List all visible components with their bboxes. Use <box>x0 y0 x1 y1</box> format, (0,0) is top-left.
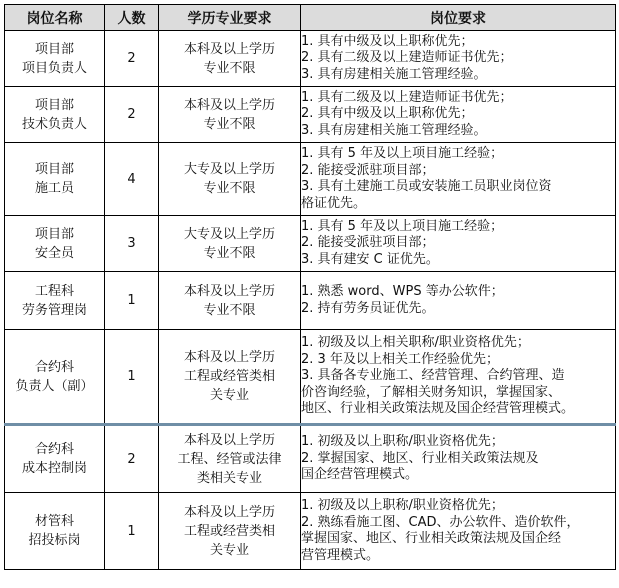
position-cell: 合约科 成本控制岗 <box>5 425 105 493</box>
requirements-cell: 1. 初级及以上相关职称/职业资格优先； 2. 3 年及以上相关工作经验优先； 3. 具备各专业施工、经营管理、合约管理、造 价咨询经验，了解相关财务知识，掌握国家、 地区、行业相关政策法规及国企经营管理模式。 <box>301 330 616 425</box>
count-cell: 2 <box>105 425 159 493</box>
position-cell: 项目部 技术负责人 <box>5 87 105 143</box>
position-cell: 合约科 负责人（副） <box>5 330 105 425</box>
requirements-cell: 1. 具有中级及以上职称优先； 2. 具有二级及以上建造师证书优先； 3. 具有房建相关施工管理经验。 <box>301 31 616 87</box>
table-row <box>5 272 616 330</box>
requirements-cell: 1. 初级及以上职称/职业资格优先； 2. 熟练看施工图、CAD、办公软件、造价软件， 掌握国家、地区、行业相关政策法规及国企经 营管理模式。 <box>301 493 616 570</box>
requirements-cell: 1. 熟悉 word、WPS 等办公软件； 2. 持有劳务员证优先。 <box>301 272 616 330</box>
count-cell: 1 <box>105 330 159 425</box>
table-row <box>5 425 616 493</box>
education-cell: 大专及以上学历 专业不限 <box>159 216 301 272</box>
header-position: 岗位名称 <box>5 5 105 31</box>
requirements-cell: 1. 具有二级及以上建造师证书优先； 2. 具有中级及以上职称优先； 3. 具有房建相关施工管理经验。 <box>301 87 616 143</box>
table-row <box>5 493 616 570</box>
count-cell: 1 <box>105 272 159 330</box>
position-cell: 材管科 招投标岗 <box>5 493 105 570</box>
recruitment-table <box>4 4 616 570</box>
table-row <box>5 330 616 425</box>
position-cell: 工程科 劳务管理岗 <box>5 272 105 330</box>
education-cell: 本科及以上学历 工程或经管类相 关专业 <box>159 330 301 425</box>
header-education: 学历专业要求 <box>159 5 301 31</box>
count-cell: 1 <box>105 493 159 570</box>
count-cell: 3 <box>105 216 159 272</box>
position-cell: 项目部 施工员 <box>5 143 105 216</box>
education-cell: 本科及以上学历 工程或经营类相 关专业 <box>159 493 301 570</box>
count-cell: 2 <box>105 87 159 143</box>
education-cell: 大专及以上学历 专业不限 <box>159 143 301 216</box>
table-header-row <box>5 5 616 31</box>
education-cell: 本科及以上学历 工程、经管或法律 类相关专业 <box>159 425 301 493</box>
position-cell: 项目部 项目负责人 <box>5 31 105 87</box>
count-cell: 4 <box>105 143 159 216</box>
table-row <box>5 87 616 143</box>
header-requirements: 岗位要求 <box>301 5 616 31</box>
table-row <box>5 143 616 216</box>
position-cell: 项目部 安全员 <box>5 216 105 272</box>
requirements-cell: 1. 具有 5 年及以上项目施工经验； 2. 能接受派驻项目部； 3. 具有建安 C 证优先。 <box>301 216 616 272</box>
table-row <box>5 31 616 87</box>
education-cell: 本科及以上学历 专业不限 <box>159 272 301 330</box>
table-row <box>5 216 616 272</box>
education-cell: 本科及以上学历 专业不限 <box>159 31 301 87</box>
requirements-cell: 1. 具有 5 年及以上项目施工经验； 2. 能接受派驻项目部； 3. 具有土建施工员或安装施工员职业岗位资 格证优先。 <box>301 143 616 216</box>
header-count: 人数 <box>105 5 159 31</box>
education-cell: 本科及以上学历 专业不限 <box>159 87 301 143</box>
count-cell: 2 <box>105 31 159 87</box>
requirements-cell: 1. 初级及以上职称/职业资格优先； 2. 掌握国家、地区、行业相关政策法规及 国企经营管理模式。 <box>301 425 616 493</box>
